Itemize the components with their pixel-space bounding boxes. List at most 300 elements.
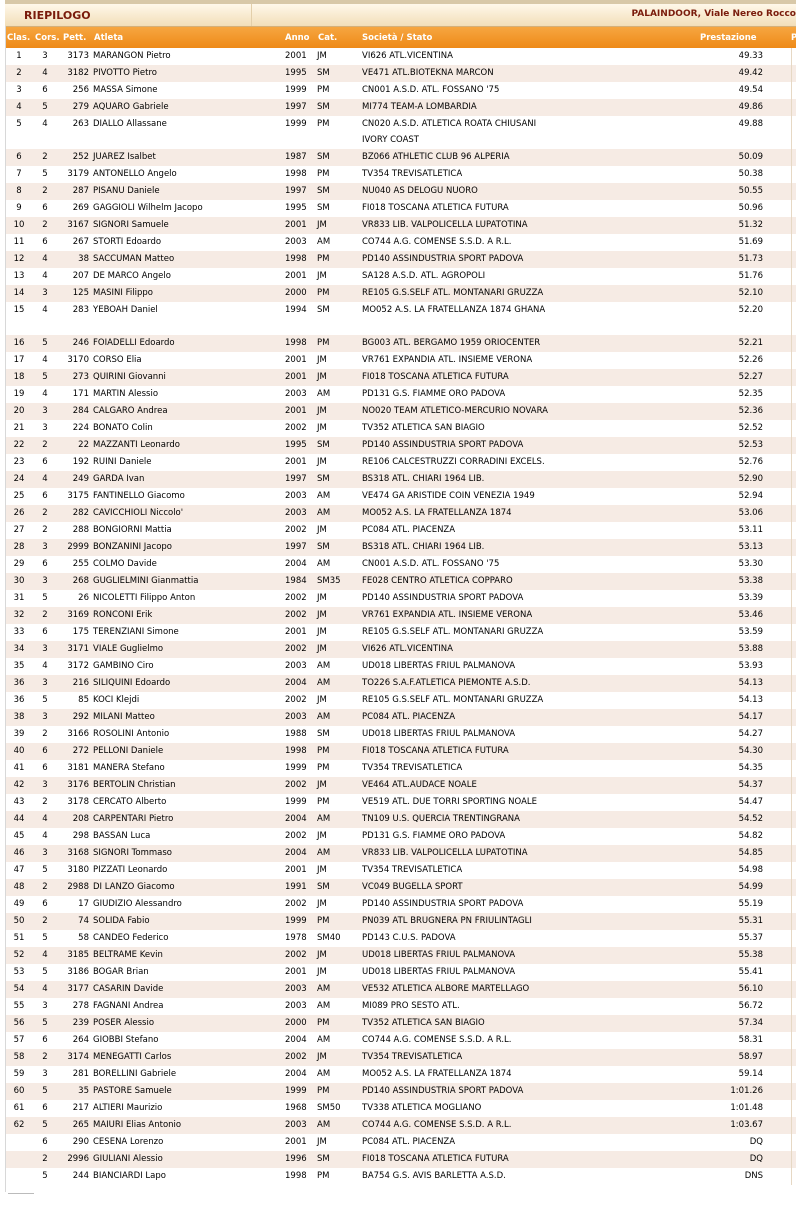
cell-cors: 6	[42, 85, 48, 95]
cell-prestazione: 51.73	[738, 254, 763, 264]
cell-cors: 6	[42, 203, 48, 213]
cell-prestazione: 52.21	[738, 338, 763, 348]
cell-anno: 2004	[285, 814, 307, 824]
cell-atleta: SIGNORI Tommaso	[93, 848, 172, 858]
cell-prestazione: 55.37	[738, 933, 763, 943]
cell-anno: 2002	[285, 899, 307, 909]
cell-atleta: CAVICCHIOLI Niccolo'	[93, 508, 184, 518]
cell-societa: VR833 LIB. VALPOLICELLA LUPATOTINA	[362, 220, 528, 230]
row-divider	[791, 828, 792, 845]
cell-pett: 3172	[67, 661, 89, 671]
cell-atleta: AQUARO Gabriele	[93, 102, 169, 112]
cell-prestazione: 54.13	[738, 678, 763, 688]
cell-cors: 5	[42, 1018, 48, 1028]
cell-societa: PN039 ATL BRUGNERA PN FRIULINTAGLI	[362, 916, 532, 926]
cell-clas: 38	[13, 712, 25, 722]
cell-atleta: GIULIANI Alessio	[93, 1154, 163, 1164]
cell-cat: PM	[317, 85, 330, 95]
cell-cat: AM	[317, 1120, 331, 1130]
row-divider	[791, 335, 792, 352]
cell-cors: 6	[42, 559, 48, 569]
cell-anno: 2002	[285, 423, 307, 433]
cell-cat: JM	[317, 1137, 327, 1147]
cell-pett: 224	[72, 423, 89, 433]
row-divider	[791, 183, 792, 200]
cell-atleta: JUAREZ Isalbet	[93, 152, 156, 162]
cell-societa: MO052 A.S. LA FRATELLANZA 1874	[362, 1069, 512, 1079]
row-divider	[791, 1134, 792, 1151]
cell-clas: 33	[13, 627, 25, 637]
cell-anno: 2000	[285, 1018, 307, 1028]
cell-cors: 3	[42, 406, 48, 416]
cell-pett: 269	[72, 203, 89, 213]
cell-societa: PD131 G.S. FIAMME ORO PADOVA	[362, 831, 506, 841]
cell-atleta: CESENA Lorenzo	[93, 1137, 164, 1147]
cell-anno: 2002	[285, 610, 307, 620]
cell-societa: BZ066 ATHLETIC CLUB 96 ALPERIA	[362, 152, 510, 162]
cell-prestazione: 50.55	[738, 186, 763, 196]
cell-prestazione: 54.27	[738, 729, 763, 739]
cell-prestazione: 49.33	[738, 51, 763, 61]
cell-cat: JM	[317, 950, 327, 960]
cell-societa: NO020 TEAM ATLETICO-MERCURIO NOVARA	[362, 406, 548, 416]
table-row	[5, 352, 796, 369]
cell-cat: JM	[317, 372, 327, 382]
cell-societa: PD140 ASSINDUSTRIA SPORT PADOVA	[362, 899, 524, 909]
cell-cat: AM	[317, 508, 331, 518]
row-divider	[791, 217, 792, 234]
cell-atleta: BOGAR Brian	[93, 967, 149, 977]
cell-cors: 6	[42, 763, 48, 773]
cell-atleta: BONGIORNI Mattia	[93, 525, 172, 535]
cell-societa: UD018 LIBERTAS FRIUL PALMANOVA	[362, 950, 516, 960]
cell-pett: 3182	[67, 68, 89, 78]
row-divider	[791, 268, 792, 285]
row-divider	[791, 1117, 792, 1134]
cell-cors: 2	[42, 797, 48, 807]
cell-atleta: CARPENTARI Pietro	[93, 814, 174, 824]
table-row	[5, 1151, 796, 1168]
row-divider	[791, 149, 792, 166]
cell-clas: 10	[13, 220, 25, 230]
cell-societa: VR833 LIB. VALPOLICELLA LUPATOTINA	[362, 848, 528, 858]
table-row	[5, 811, 796, 828]
cell-anno: 2003	[285, 491, 307, 501]
cell-atleta: BERTOLIN Christian	[93, 780, 176, 790]
cell-cors: 2	[42, 610, 48, 620]
cell-anno: 1998	[285, 169, 307, 179]
cell-cat: PM	[317, 916, 330, 926]
cell-pett: 255	[72, 559, 89, 569]
cell-societa: FI018 TOSCANA ATLETICA FUTURA	[362, 203, 509, 213]
cell-atleta: CASARIN Davide	[93, 984, 164, 994]
cell-cors: 3	[42, 1069, 48, 1079]
cell-pett: 298	[72, 831, 89, 841]
cell-prestazione: 52.76	[738, 457, 763, 467]
cell-clas: 19	[13, 389, 25, 399]
cell-cors: 5	[42, 372, 48, 382]
cell-societa: CN001 A.S.D. ATL. FOSSANO '75	[362, 85, 500, 95]
cell-clas: 60	[13, 1086, 25, 1096]
cell-cat: AM	[317, 1069, 331, 1079]
cell-atleta: PELLONI Daniele	[93, 746, 164, 756]
cell-cors: 3	[42, 780, 48, 790]
cell-clas: 52	[13, 950, 25, 960]
cell-clas: 36	[13, 695, 25, 705]
cell-pett: 256	[72, 85, 89, 95]
cell-atleta: PIZZATI Leonardo	[93, 865, 168, 875]
cell-anno: 1997	[285, 542, 307, 552]
cell-pett: 3176	[67, 780, 89, 790]
cell-atleta: RONCONI Erik	[93, 610, 153, 620]
cell-societa: MO052 A.S. LA FRATELLANZA 1874	[362, 508, 512, 518]
row-divider	[791, 82, 792, 99]
cell-prestazione: 57.34	[738, 1018, 763, 1028]
cell-societa: FI018 TOSCANA ATLETICA FUTURA	[362, 746, 509, 756]
cell-societa: PC084 ATL. PIACENZA	[362, 712, 456, 722]
cell-cors: 4	[42, 661, 48, 671]
cell-pett: 278	[72, 1001, 89, 1011]
cell-anno: 1968	[285, 1103, 307, 1113]
cell-pett: 208	[72, 814, 89, 824]
cell-societa: TV354 TREVISATLETICA	[362, 169, 463, 179]
cell-cors: 2	[42, 220, 48, 230]
cell-clas: 2	[16, 68, 22, 78]
table-row	[5, 48, 796, 65]
cell-prestazione: 52.53	[738, 440, 763, 450]
table-row	[5, 505, 796, 522]
table-row	[5, 1117, 796, 1134]
cell-cat: SM40	[317, 933, 341, 943]
cell-cors: 5	[42, 1171, 48, 1181]
cell-cors: 4	[42, 68, 48, 78]
cell-clas: 48	[13, 882, 25, 892]
cell-cat: SM	[317, 203, 330, 213]
cell-cors: 3	[42, 288, 48, 298]
cell-societa: UD018 LIBERTAS FRIUL PALMANOVA	[362, 967, 516, 977]
cell-cors: 4	[42, 119, 48, 129]
cell-pett: 85	[78, 695, 89, 705]
col-pett: Pett.	[63, 33, 87, 43]
row-divider	[791, 862, 792, 879]
row-divider	[791, 964, 792, 981]
table-row	[5, 183, 796, 200]
row-divider	[791, 505, 792, 522]
cell-cat: PM	[317, 797, 330, 807]
cell-societa: FI018 TOSCANA ATLETICA FUTURA	[362, 372, 509, 382]
cell-cat: AM	[317, 984, 331, 994]
cell-atleta: GARDA Ivan	[93, 474, 145, 484]
table-row	[5, 590, 796, 607]
cell-clas: 42	[13, 780, 25, 790]
row-divider	[791, 913, 792, 930]
row-divider	[791, 65, 792, 82]
cell-cors: 5	[42, 933, 48, 943]
cell-societa: VE464 ATL.AUDACE NOALE	[362, 780, 477, 790]
cell-prestazione: 51.32	[738, 220, 763, 230]
cell-atleta: MENEGATTI Carlos	[93, 1052, 172, 1062]
cell-pett: 290	[72, 1137, 89, 1147]
cell-anno: 2003	[285, 984, 307, 994]
cell-clas: 28	[13, 542, 25, 552]
cell-clas: 47	[13, 865, 25, 875]
cell-clas: 25	[13, 491, 25, 501]
cell-cors: 5	[42, 338, 48, 348]
cell-clas: 15	[13, 305, 25, 315]
cell-cors: 4	[42, 474, 48, 484]
table-row	[5, 302, 796, 335]
results-table-body	[5, 48, 796, 1185]
cell-prestazione: 52.35	[738, 389, 763, 399]
cell-cors: 4	[42, 389, 48, 399]
results-banner	[5, 4, 796, 27]
cell-clas: 56	[13, 1018, 25, 1028]
cell-anno: 2003	[285, 508, 307, 518]
cell-cat: JM	[317, 695, 327, 705]
cell-prestazione: 52.52	[738, 423, 763, 433]
table-row	[5, 777, 796, 794]
cell-cors: 6	[42, 457, 48, 467]
cell-societa: CO744 A.G. COMENSE S.S.D. A R.L.	[362, 237, 512, 247]
cell-anno: 1978	[285, 933, 307, 943]
row-divider	[791, 981, 792, 998]
cell-cors: 3	[42, 542, 48, 552]
cell-societa: TV354 TREVISATLETICA	[362, 763, 463, 773]
cell-anno: 2001	[285, 627, 307, 637]
row-divider	[791, 454, 792, 471]
cell-societa: CO744 A.G. COMENSE S.S.D. A R.L.	[362, 1035, 512, 1045]
cell-atleta: MAZZANTI Leonardo	[93, 440, 180, 450]
cell-atleta: BELTRAME Kevin	[93, 950, 163, 960]
table-row	[5, 335, 796, 352]
cell-societa: PD140 ASSINDUSTRIA SPORT PADOVA	[362, 440, 524, 450]
cell-societa: NU040 AS DELOGU NUORO	[362, 186, 478, 196]
cell-cors: 2	[42, 1154, 48, 1164]
cell-cat: SM	[317, 542, 330, 552]
cell-atleta: PISANU Daniele	[93, 186, 160, 196]
cell-societa: RE105 G.S.SELF ATL. MONTANARI GRUZZA	[362, 627, 544, 637]
cell-atleta: ANTONELLO Angelo	[93, 169, 177, 179]
cell-anno: 2003	[285, 661, 307, 671]
cell-societa: PD143 C.U.S. PADOVA	[362, 933, 456, 943]
row-divider	[791, 437, 792, 454]
cell-prestazione: 1:01.48	[730, 1103, 763, 1113]
cell-cat: AM	[317, 1035, 331, 1045]
table-row	[5, 268, 796, 285]
cell-anno: 2004	[285, 1035, 307, 1045]
cell-prestazione: 52.90	[738, 474, 763, 484]
table-row	[5, 1032, 796, 1049]
cell-clas: 7	[16, 169, 22, 179]
cell-pett: 3174	[67, 1052, 89, 1062]
cell-pett: 22	[78, 440, 89, 450]
cell-cors: 6	[42, 627, 48, 637]
cell-societa: CN001 A.S.D. ATL. FOSSANO '75	[362, 559, 500, 569]
cell-societa: UD018 LIBERTAS FRIUL PALMANOVA	[362, 661, 516, 671]
cell-societa: CN020 A.S.D. ATLETICA ROATA CHIUSANI IVORY COAST	[362, 119, 537, 145]
cell-cat: PM	[317, 254, 330, 264]
cell-atleta: PIVOTTO Pietro	[93, 68, 157, 78]
table-row	[5, 624, 796, 641]
cell-clas: 50	[13, 916, 25, 926]
cell-anno: 2001	[285, 406, 307, 416]
cell-prestazione: 53.46	[738, 610, 763, 620]
cell-cors: 6	[42, 1103, 48, 1113]
cell-atleta: MAIURI Elias Antonio	[93, 1120, 182, 1130]
table-row	[5, 658, 796, 675]
cell-anno: 2002	[285, 644, 307, 654]
cell-pett: 282	[72, 508, 89, 518]
cell-prestazione: 55.19	[738, 899, 763, 909]
row-divider	[791, 692, 792, 709]
cell-prestazione: 51.76	[738, 271, 763, 281]
cell-clas: 59	[13, 1069, 25, 1079]
cell-anno: 2002	[285, 525, 307, 535]
row-divider	[791, 386, 792, 403]
cell-cors: 4	[42, 271, 48, 281]
cell-pett: 3179	[67, 169, 89, 179]
cell-clas: 55	[13, 1001, 25, 1011]
cell-clas: 44	[13, 814, 25, 824]
cell-anno: 2004	[285, 678, 307, 688]
cell-cors: 2	[42, 729, 48, 739]
cell-pett: 264	[72, 1035, 89, 1045]
cell-pett: 284	[72, 406, 89, 416]
cell-atleta: VIALE Guglielmo	[93, 644, 164, 654]
cell-prestazione: DQ	[749, 1137, 763, 1147]
cell-anno: 2001	[285, 372, 307, 382]
cell-cors: 2	[42, 525, 48, 535]
cell-cors: 2	[42, 1052, 48, 1062]
cell-anno: 1995	[285, 68, 307, 78]
cell-pett: 3178	[67, 797, 89, 807]
cell-anno: 2002	[285, 695, 307, 705]
cell-societa: TO226 S.A.F.ATLETICA PIEMONTE A.S.D.	[362, 678, 531, 688]
cell-anno: 2004	[285, 848, 307, 858]
row-divider	[791, 1015, 792, 1032]
cell-anno: 2004	[285, 559, 307, 569]
cell-atleta: STORTI Edoardo	[93, 237, 162, 247]
cell-atleta: PASTORE Samuele	[93, 1086, 172, 1096]
row-divider	[791, 709, 792, 726]
cell-cat: AM	[317, 491, 331, 501]
cell-anno: 1995	[285, 203, 307, 213]
row-divider	[791, 777, 792, 794]
cell-cat: SM	[317, 729, 330, 739]
cell-cors: 6	[42, 1035, 48, 1045]
table-row	[5, 828, 796, 845]
row-divider	[791, 896, 792, 913]
cell-clas: 5	[16, 119, 22, 129]
cell-atleta: MILANI Matteo	[93, 712, 155, 722]
cell-cat: AM	[317, 389, 331, 399]
table-row	[5, 369, 796, 386]
cell-cat: PM	[317, 169, 330, 179]
cell-prestazione: 59.14	[738, 1069, 763, 1079]
row-divider	[791, 166, 792, 183]
cell-societa: BG003 ATL. BERGAMO 1959 ORIOCENTER	[362, 338, 541, 348]
cell-atleta: NICOLETTI Filippo Anton	[93, 593, 196, 603]
cell-pett: 283	[72, 305, 89, 315]
cell-clas: 24	[13, 474, 25, 484]
cell-atleta: FANTINELLO Giacomo	[93, 491, 185, 501]
cell-cors: 6	[42, 746, 48, 756]
row-divider	[791, 743, 792, 760]
cell-prestazione: 54.30	[738, 746, 763, 756]
cell-cat: PM	[317, 1171, 330, 1181]
cell-clas: 3	[16, 85, 22, 95]
col-atleta: Atleta	[94, 33, 124, 43]
cell-pett: 175	[72, 627, 89, 637]
cell-atleta: GAMBINO Ciro	[93, 661, 154, 671]
cell-anno: 2001	[285, 271, 307, 281]
cell-cors: 4	[42, 355, 48, 365]
cell-cat: PM	[317, 1018, 330, 1028]
cell-anno: 1999	[285, 797, 307, 807]
cell-pett: 3173	[67, 51, 89, 61]
cell-pett: 3171	[67, 644, 89, 654]
table-row	[5, 879, 796, 896]
cell-atleta: MANERA Stefano	[93, 763, 165, 773]
cell-cors: 5	[42, 865, 48, 875]
cell-pett: 267	[72, 237, 89, 247]
table-row	[5, 217, 796, 234]
cell-clas: 41	[13, 763, 25, 773]
cell-prestazione: 54.35	[738, 763, 763, 773]
cell-cors: 3	[42, 1001, 48, 1011]
cell-cors: 6	[42, 899, 48, 909]
table-row	[5, 845, 796, 862]
cell-pett: 2996	[67, 1154, 89, 1164]
cell-atleta: ROSOLINI Antonio	[93, 729, 170, 739]
table-row	[5, 573, 796, 590]
cell-pett: 58	[78, 933, 89, 943]
table-row	[5, 522, 796, 539]
row-divider	[791, 658, 792, 675]
col-cat: Cat.	[318, 33, 338, 43]
cell-clas: 34	[13, 644, 25, 654]
cell-cat: SM	[317, 882, 330, 892]
cell-societa: VE532 ATLETICA ALBORE MARTELLAGO	[362, 984, 530, 994]
cell-clas: 61	[13, 1103, 25, 1113]
cell-societa: FI018 TOSCANA ATLETICA FUTURA	[362, 1154, 509, 1164]
cell-prestazione: 58.97	[738, 1052, 763, 1062]
cell-anno: 2002	[285, 1052, 307, 1062]
cell-prestazione: 52.26	[738, 355, 763, 365]
page-title: RIEPILOGO	[24, 9, 91, 22]
row-divider	[791, 116, 792, 149]
row-divider	[791, 811, 792, 828]
cell-prestazione: 54.99	[738, 882, 763, 892]
cell-cat: AM	[317, 678, 331, 688]
cell-cat: PM	[317, 1086, 330, 1096]
cell-cors: 6	[42, 1137, 48, 1147]
cell-societa: SA128 A.S.D. ATL. AGROPOLI	[362, 271, 486, 281]
cell-cat: SM35	[317, 576, 341, 586]
cell-cors: 6	[42, 491, 48, 501]
cell-cors: 3	[42, 576, 48, 586]
cell-prestazione: 53.11	[738, 525, 763, 535]
cell-pett: 3180	[67, 865, 89, 875]
cell-clas: 21	[13, 423, 25, 433]
cell-pett: 263	[72, 119, 89, 129]
table-row	[5, 1049, 796, 1066]
cell-prestazione: 54.13	[738, 695, 763, 705]
cell-prestazione: 54.82	[738, 831, 763, 841]
cell-atleta: SOLIDA Fabio	[93, 916, 150, 926]
cell-pett: 3175	[67, 491, 89, 501]
cell-cors: 4	[42, 950, 48, 960]
